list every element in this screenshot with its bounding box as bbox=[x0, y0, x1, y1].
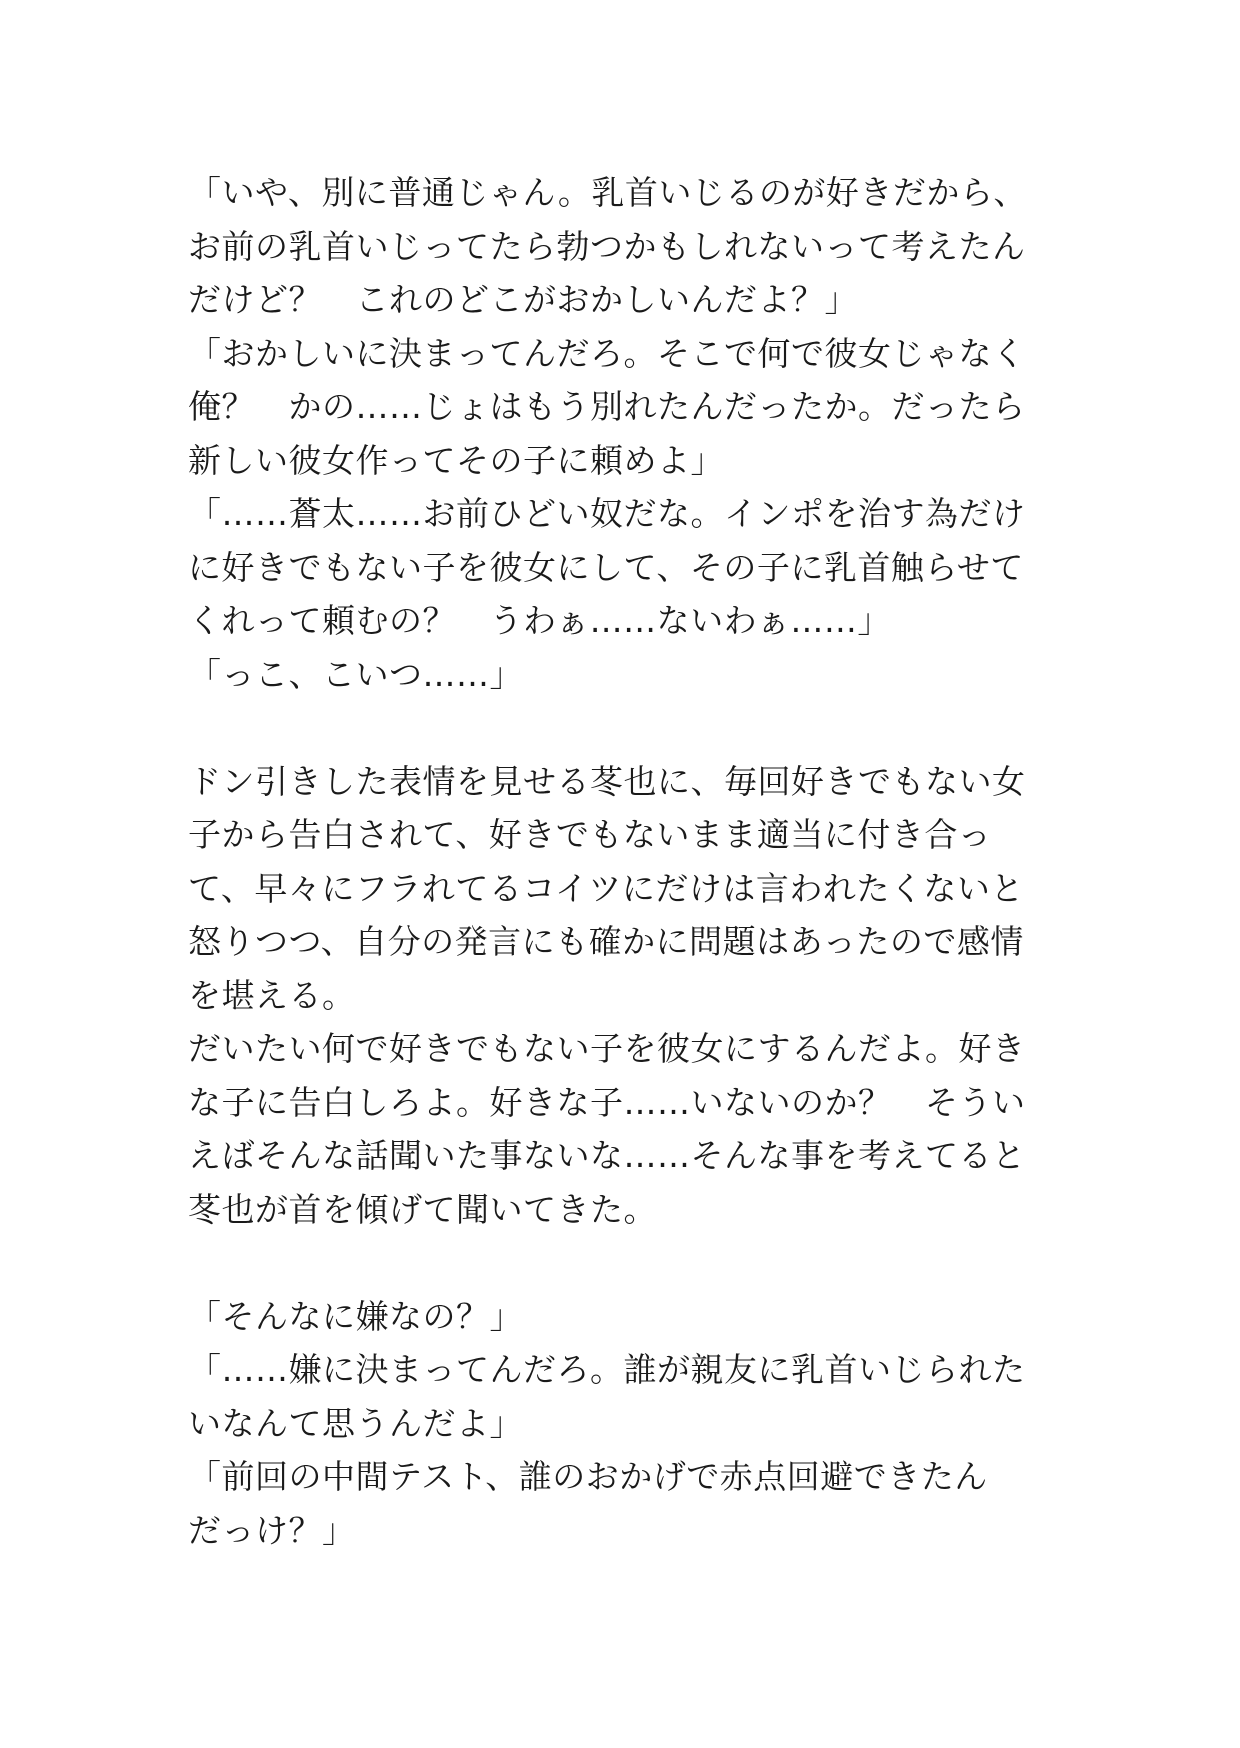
text-line: 怒りつつ、自分の発言にも確かに問題はあったので感情 bbox=[188, 922, 1024, 961]
text-line: ドン引きした表情を見せる苳也に、毎回好きでもない女 bbox=[188, 761, 1026, 801]
text-line: だけど？ これのどこがおかしいんだよ？」 bbox=[188, 280, 858, 319]
paragraph-break bbox=[188, 1236, 1068, 1290]
paragraph-break bbox=[188, 701, 1068, 755]
text-line: 「……嫌に決まってんだろ。誰が親友に乳首いじられた bbox=[188, 1350, 1026, 1389]
text-line: えばそんな話聞いた事ないな……そんな事を考えてると bbox=[188, 1136, 1026, 1175]
text-line: 俺？ かの……じょはもう別れたんだったか。だったら bbox=[188, 387, 1026, 426]
text-line: 「……蒼太……お前ひどい奴だな。インポを治す為だけ bbox=[188, 494, 1026, 533]
text-line: て、早々にフラれてるコイツにだけは言われたくないと bbox=[188, 868, 1024, 908]
text-line: だっけ？」 bbox=[188, 1510, 356, 1550]
text-line: 「っこ、こいつ……」 bbox=[188, 654, 523, 694]
text-line: 新しい彼女作ってその子に頼めよ」 bbox=[188, 440, 724, 480]
text-line: に好きでもない子を彼女にして、その子に乳首触らせて bbox=[188, 547, 1024, 587]
text-line: くれって頼むの？ うわぁ……ないわぁ……」 bbox=[188, 601, 891, 640]
text-line: だいたい何で好きでもない子を彼女にするんだよ。好き bbox=[188, 1029, 1026, 1068]
text-line: お前の乳首いじってたら勃つかもしれないって考えたん bbox=[188, 226, 1026, 266]
text-line: 「いや、別に普通じゃん。乳首いじるのが好きだから、 bbox=[188, 173, 1027, 212]
body-text bbox=[188, 166, 1068, 1557]
text-line: 子から告白されて、好きでもないまま適当に付き合っ bbox=[188, 815, 992, 854]
text-line: いなんて思うんだよ」 bbox=[188, 1403, 523, 1443]
text-line: 苳也が首を傾げて聞いてきた。 bbox=[188, 1189, 657, 1229]
text-line: な子に告白しろよ。好きな子……いないのか？ そうい bbox=[188, 1082, 1026, 1122]
text-line: 「そんなに嫌なの？」 bbox=[188, 1296, 523, 1336]
text-line: 「おかしいに決まってんだろ。そこで何で彼女じゃなく bbox=[188, 333, 1026, 373]
text-line: 「前回の中間テスト、誰のおかげで赤点回避できたん bbox=[188, 1457, 988, 1496]
text-line: を堪える。 bbox=[188, 975, 356, 1015]
